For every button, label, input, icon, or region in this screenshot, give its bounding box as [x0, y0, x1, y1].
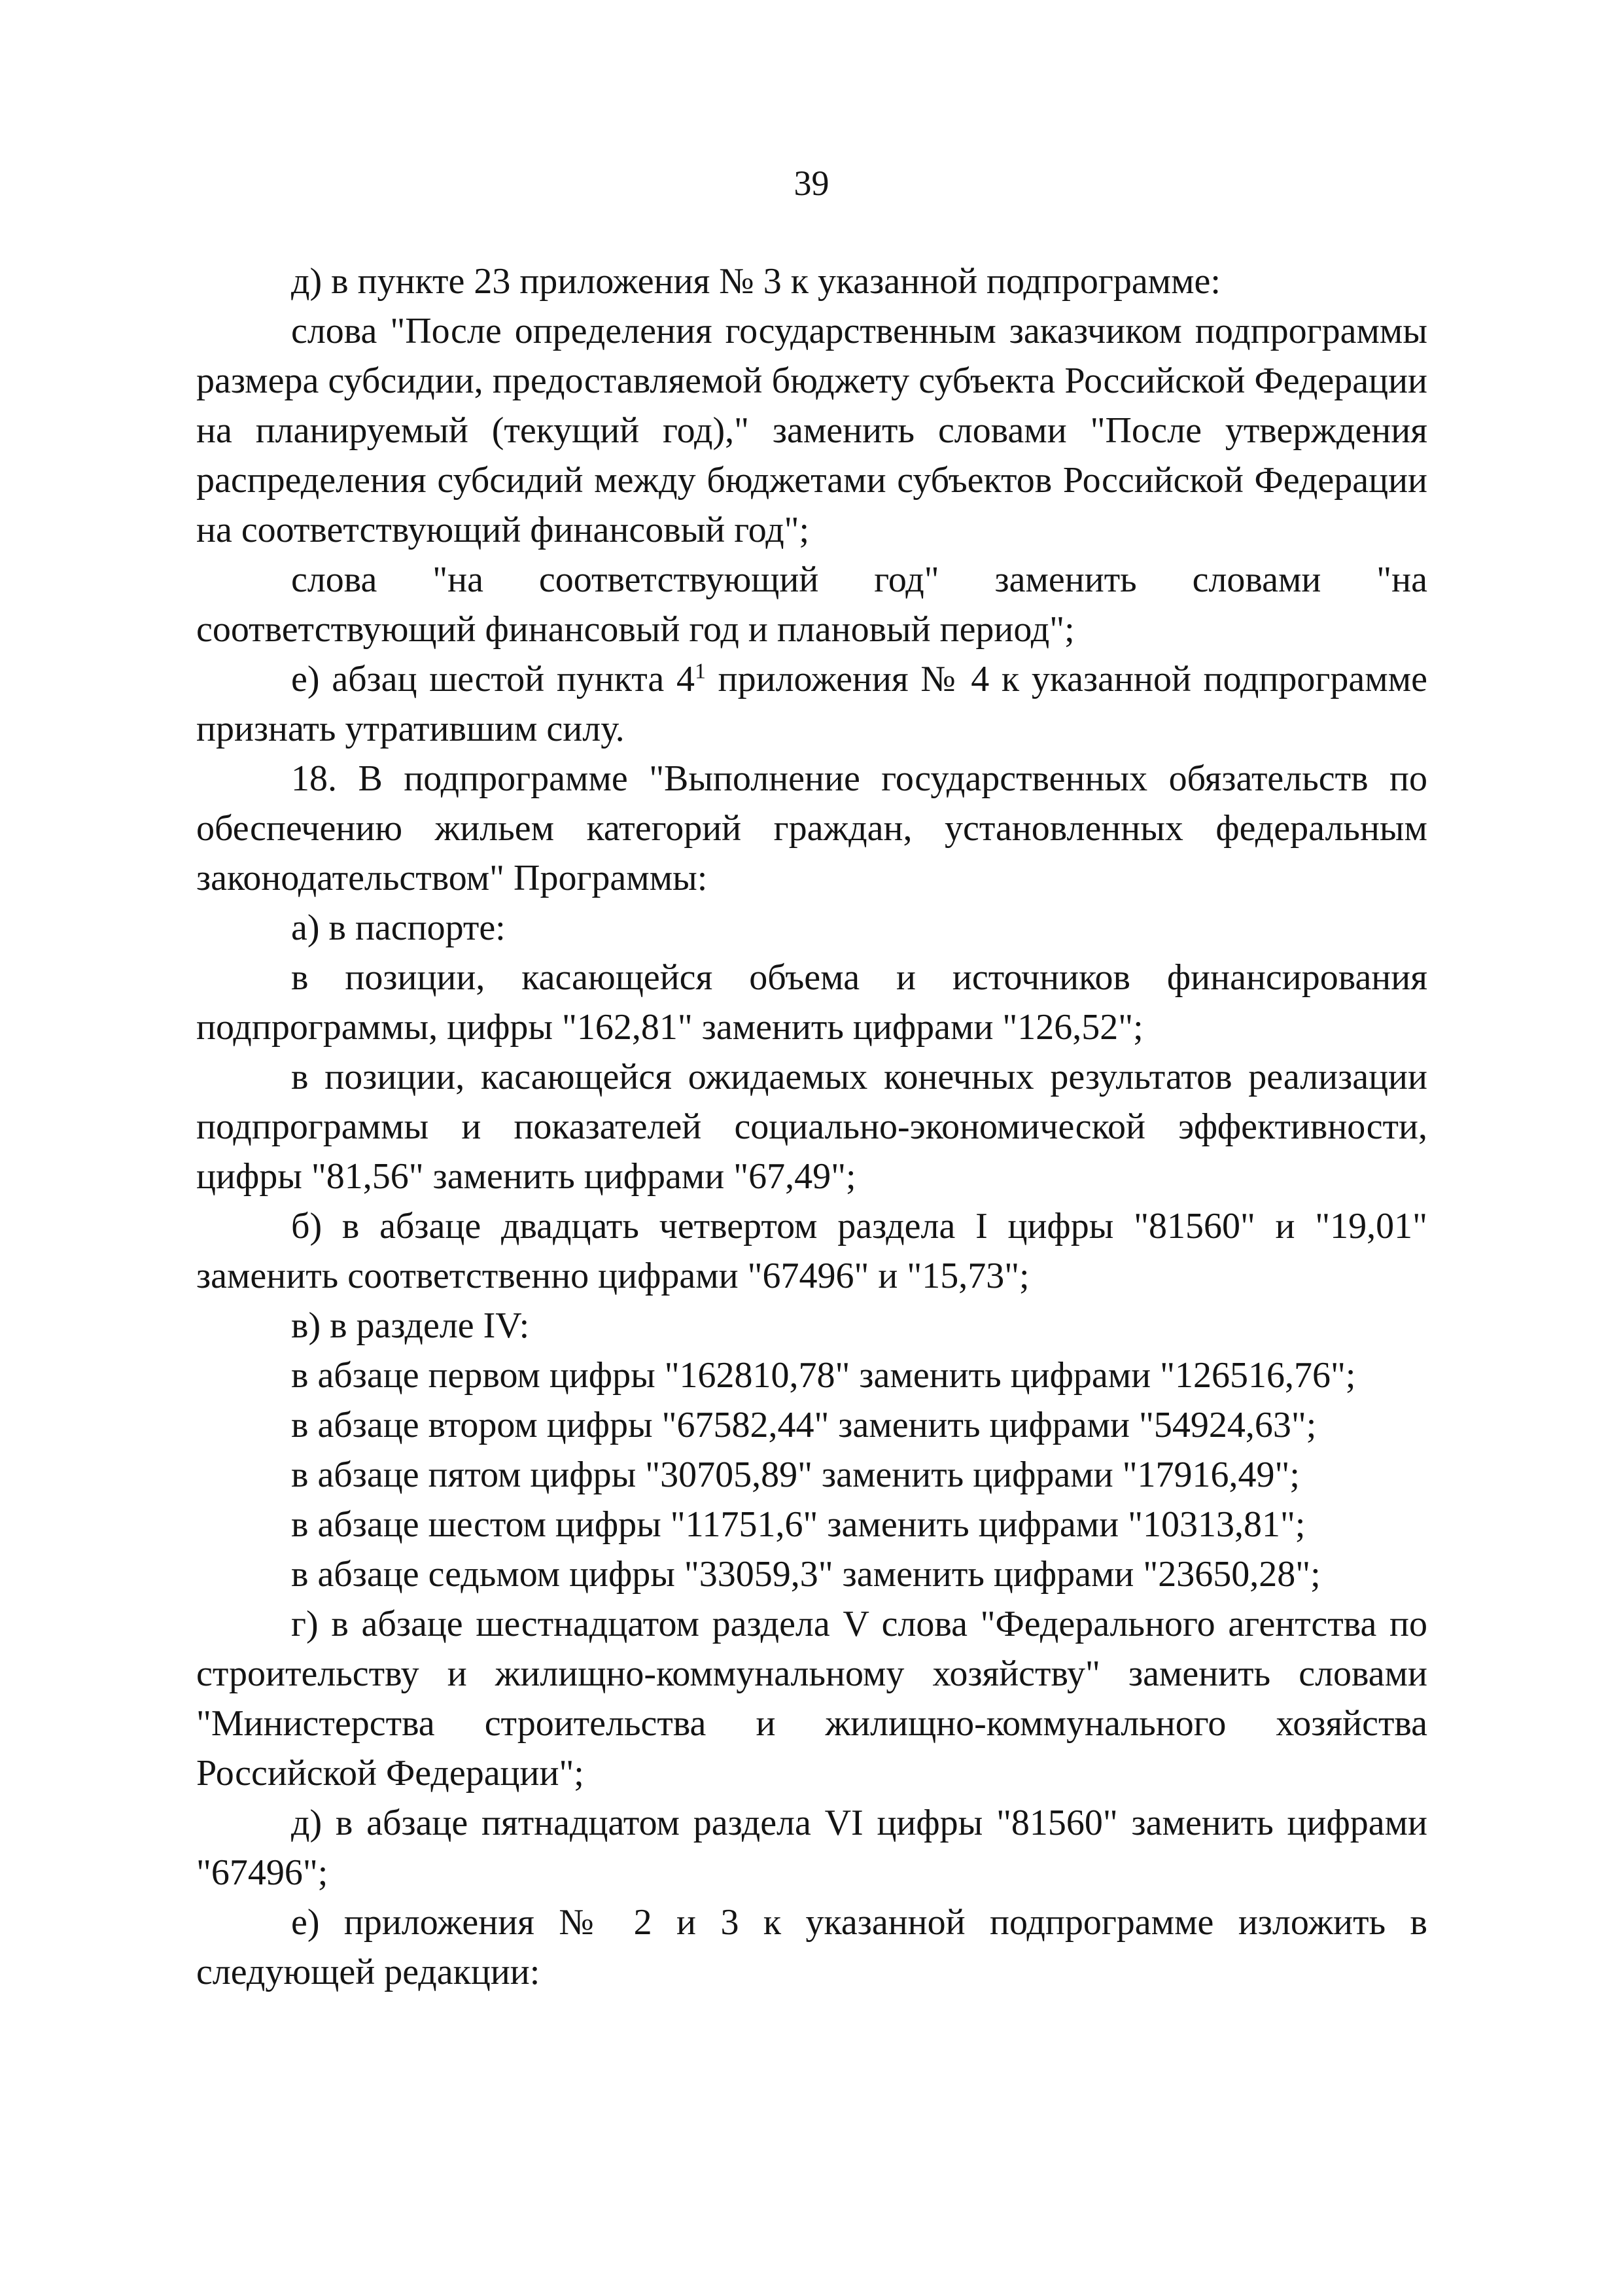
paragraph-section-6: д) в абзаце пятнадцатом раздела VI цифры "81560" заменить цифрами "67496"; — [196, 1803, 1427, 1893]
paragraph-results-position: в позиции, касающейся ожидаемых конечных результатов реализации подпрограммы и показателей социально-экономической эффективности, цифры "81,56" заменить цифрами "67,49"; — [196, 1057, 1427, 1197]
paragraph-item-18: 18. В подпрограмме "Выполнение государственных обязательств по обеспечению жильем категорий граждан, установленных федеральным законодательством" Программы: — [196, 758, 1427, 898]
paragraph-text-part: е) абзац шестой пункта 4 — [291, 659, 695, 699]
paragraph-section-4-first: в абзаце первом цифры "162810,78" заменить цифрами "126516,76"; — [291, 1355, 1356, 1396]
paragraph-replace-words-corresponding-year: слова "на соответствующий год" заменить словами "на соответствующий финансовый год и плановый период"; — [196, 559, 1427, 650]
paragraph-section-4-seventh: в абзаце седьмом цифры "33059,3" заменить цифрами "23650,28"; — [291, 1554, 1321, 1595]
paragraph-section-1: б) в абзаце двадцать четвертом раздела I цифры "81560" и "19,01" заменить соответственно цифрами "67496" и "15,73"; — [196, 1206, 1427, 1296]
paragraph-section-4-sixth: в абзаце шестом цифры "11751,6" заменить цифрами "10313,81"; — [291, 1504, 1306, 1545]
paragraph-section-4-fifth: в абзаце пятом цифры "30705,89" заменить цифрами "17916,49"; — [291, 1455, 1300, 1495]
paragraph-section-4: в) в разделе IV: — [291, 1305, 530, 1346]
page-number: 39 — [794, 164, 829, 203]
paragraph-replace-words-after-definition: слова "После определения государственным заказчиком подпрограммы размера субсидии, предоставляемой бюджету субъекта Российской Федерации на планируемый (текущий год)," заменить словами "После утверждения распределения субсидий между бюджетами субъектов Российской Федерации на соответствующий финансовый год"; — [196, 311, 1427, 550]
paragraph-appendix-3-item-23: д) в пункте 23 приложения № 3 к указанной подпрограмме: — [291, 261, 1221, 302]
paragraph-section-5: г) в абзаце шестнадцатом раздела V слова "Федерального агентства по строительству и жилищно-коммунальному хозяйству" заменить словами "Министерства строительства и жилищно-коммунального хозяйства Российской Федерации"; — [196, 1604, 1427, 1793]
paragraph-funding-position: в позиции, касающейся объема и источников финансирования подпрограммы, цифры "162,81" заменить цифрами "126,52"; — [196, 957, 1427, 1048]
paragraph-passport: а) в паспорте: — [291, 908, 506, 948]
superscript: 1 — [694, 659, 706, 684]
paragraph-section-4-second: в абзаце втором цифры "67582,44" заменить цифрами "54924,63"; — [291, 1405, 1317, 1445]
paragraph-appendices-2-3: е) приложения № 2 и 3 к указанной подпрограмме изложить в следующей редакции: — [196, 1902, 1427, 1992]
paragraph-text-part: приложения № 4 к указанной подпрограмме признать утратившим силу. — [196, 659, 1427, 749]
document-body — [196, 256, 1427, 1997]
paragraph-appendix-4-void — [196, 654, 1427, 754]
